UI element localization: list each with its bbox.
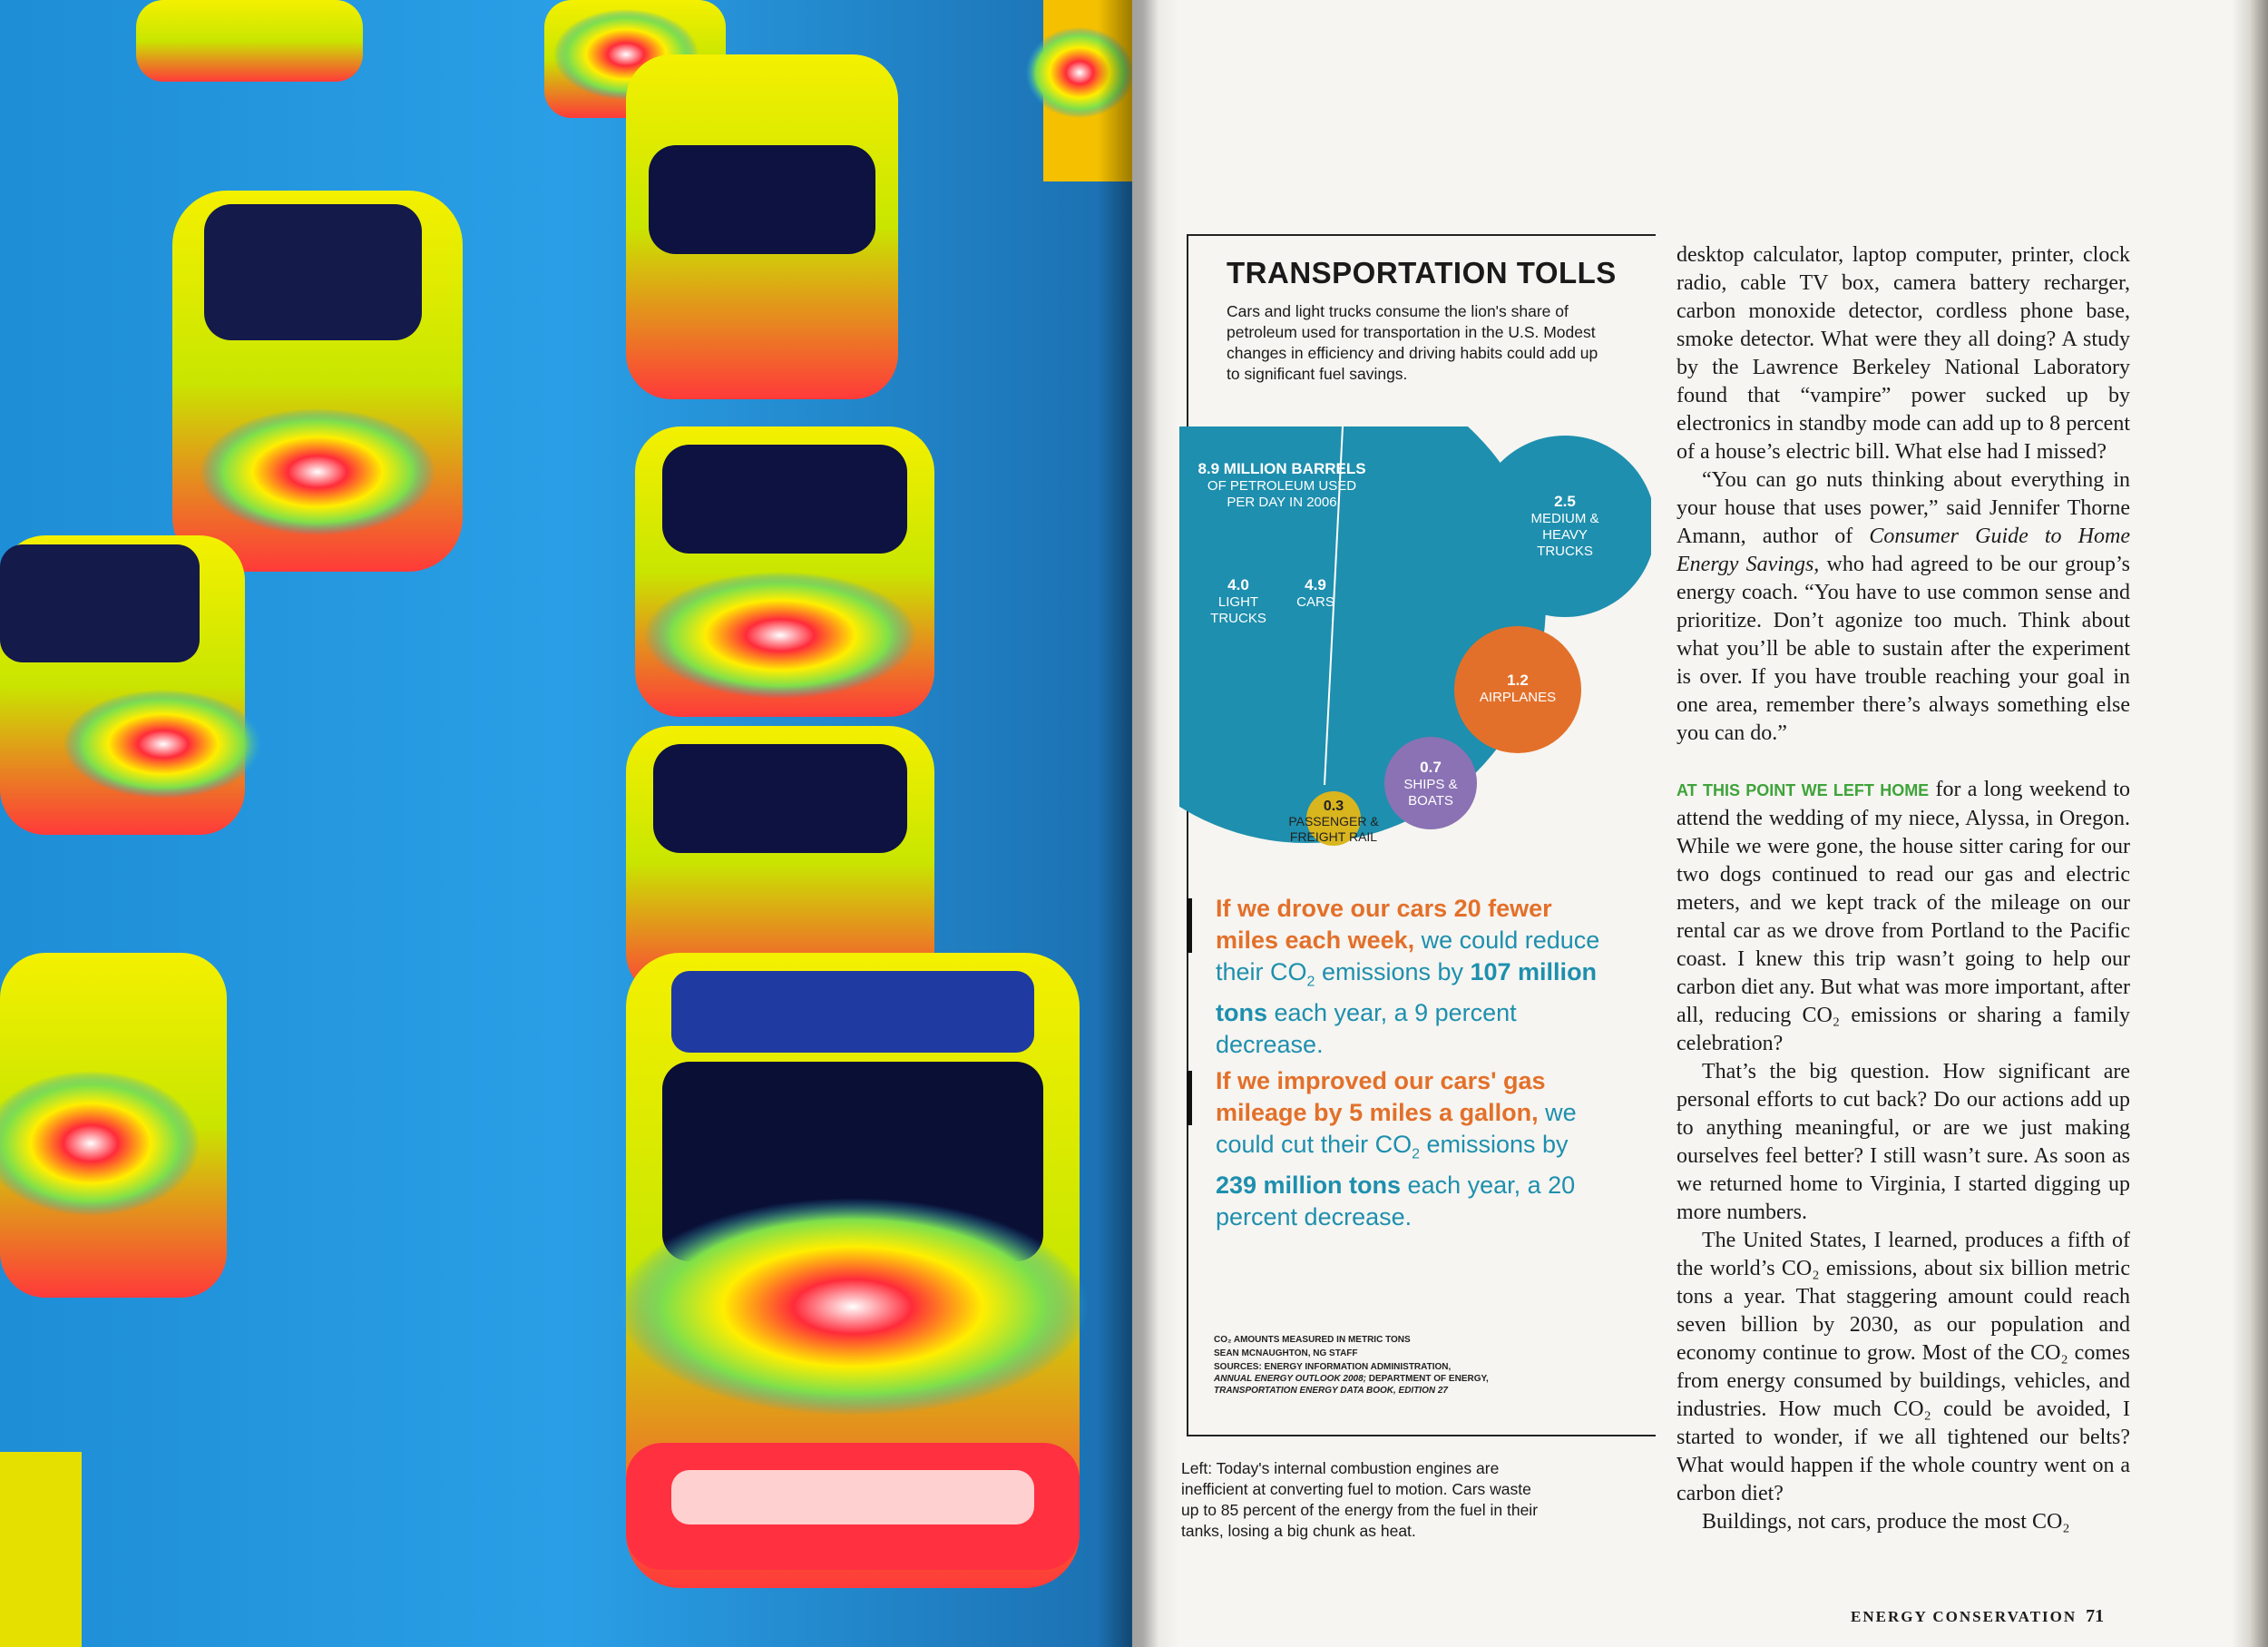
ships-boats-label: 0.7 SHIPS & BOATS [1403, 759, 1458, 809]
credit-note: SEAN MCNAUGHTON, NG STAFF [1214, 1348, 1358, 1358]
paragraph: That’s the big question. How significant are personal efforts to cut back? Do our actions add up to anything meaningful, or are we just making ourselves feel better? I still wasn’t sure. As soon as we returned home to Virginia, I started digging up more numbers. [1677, 1060, 2130, 1224]
page-edge [2232, 0, 2268, 1647]
paragraph: desktop calculator, laptop computer, printer, clock radio, cable TV box, camera battery recharger, carbon monoxide detector, cordless phone base, smoke detector. What were they all doing? A study by the Lawrence Berkeley National Laboratory found that “vampire” power sucked up by electronics in standby mode can add up to 8 percent of a house’s electric bill. What else had I missed? [1677, 243, 2130, 464]
sidebar-intro: Cars and light trucks consume the lion's share of petroleum used for transportation in the U.S. Modest changes in efficiency and driving habits could add up to significant fuel savings. [1227, 302, 1598, 383]
book-gutter [1098, 0, 1179, 1647]
light-trucks-label: 4.0 LIGHT TRUCKS [1210, 576, 1266, 626]
airplanes-label: 1.2 AIRPLANES [1479, 672, 1557, 705]
thermal-traffic-photo [0, 0, 1132, 1647]
section-lead-in: AT THIS POINT WE LEFT HOME [1677, 781, 1930, 799]
callout-bar-1 [1187, 898, 1192, 953]
article-body [1677, 241, 2130, 1536]
sources-note: SOURCES: ENERGY INFORMATION ADMINISTRATION, ANNUAL ENERGY OUTLOOK 2008; DEPARTMENT OF ENERGY, TRANSPORTATION ENERGY DATA BOOK, EDITION 27 [1214, 1362, 1489, 1396]
paragraph: “You can go nuts thinking about everything in your house that uses power,” said Jennifer Thorne Amann, author of Consumer Guide to Home Energy Savings, who had agreed to be our group’s energy coach. “You have to use common sense and prioritize. Don’t agonize too much. Think about what you’ll be able to sustain after the experiment is over. If you have trouble reaching your goal in one area, remember there’s always something else you can do.” [1677, 468, 2131, 745]
medium-heavy-trucks-label: 2.5 MEDIUM & HEAVY TRUCKS [1530, 493, 1599, 559]
photo-caption: Left: Today's internal combustion engines are inefficient at converting fuel to motion. Cars waste up to 85 percent of the energy from the fuel in their tanks, losing a big chunk as heat. [1181, 1459, 1539, 1540]
section-name: ENERGY CONSERVATION [1851, 1608, 2077, 1625]
page-number: 71 [2086, 1606, 2105, 1626]
callout-bar-2 [1187, 1071, 1192, 1125]
cars-label: 4.9 CARS [1296, 576, 1334, 610]
sidebar-title: TRANSPORTATION TOLLS [1227, 256, 1617, 289]
total-sub: OF PETROLEUM USED PER DAY IN 2006 [1207, 478, 1357, 510]
paragraph: Buildings, not cars, produce the most CO₂ [1702, 1510, 2070, 1534]
total-value: 8.9 MILLION BARRELS [1198, 460, 1366, 477]
paragraph: AT THIS POINT WE LEFT HOME for a long weekend to attend the wedding of my niece, Alyssa, in Oregon. While we were gone, the house sitter caring for our two dogs continued to read our gas and electric meters, and we kept track of the mileage on our rental car as we drove from Portland to the Pacific coast. I knew this trip wasn’t going to help our carbon diet any. But what was more important, after all, reducing CO₂ emissions or sharing a family celebration? [1677, 778, 2131, 1055]
paragraph: The United States, I learned, produces a fifth of the world’s CO₂ emissions, about six billion metric tons a year. That staggering amount could reach seven billion by 2030, as our population and economy continue to grow. Most of the CO₂ comes from energy consumed by buildings, vehicles, and industries. How much CO₂ could be avoided, I started to wonder, if we all tightened our belts? What would happen if the whole country went on a carbon diet? [1677, 1229, 2130, 1505]
callout-fewer-miles: If we drove our cars 20 fewer miles each week, we could reduce their $CO_2$ emissions by 107 million tons each year, a 9 percent decrease. [1216, 895, 1600, 1059]
page-footer [1851, 1606, 2104, 1627]
rail-label: 0.3 PASSENGER & FREIGHT RAIL [1288, 799, 1379, 844]
callout-gas-mileage: If we improved our cars' gas mileage by 5 miles a gallon, we could cut their $CO_2$ emissions by 239 million tons each year, a 20 percent decrease. [1216, 1067, 1577, 1231]
total-label [1196, 461, 1368, 511]
sidebar-sources [1214, 1334, 1613, 1398]
measure-note: CO₂ AMOUNTS MEASURED IN METRIC TONS [1214, 1335, 1411, 1345]
